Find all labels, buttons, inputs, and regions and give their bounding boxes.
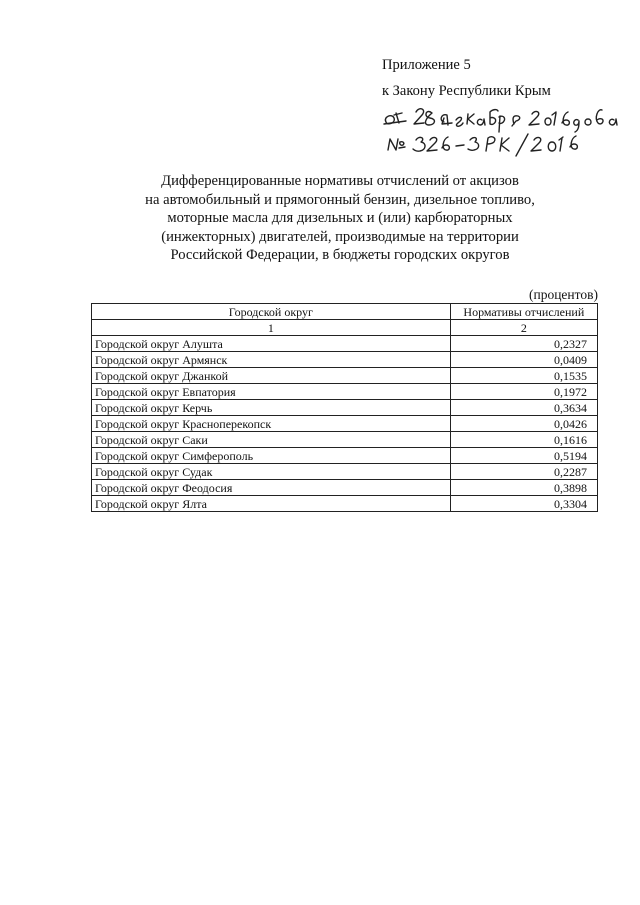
- appendix-law-reference: к Закону Республики Крым: [382, 83, 551, 99]
- district-name: Городской округ Саки: [92, 432, 451, 448]
- table-row: [92, 416, 598, 432]
- handwritten-date-number: [382, 100, 622, 158]
- table-header-row: [92, 304, 598, 320]
- norms-table: [91, 303, 598, 512]
- title-line: Дифференцированные нормативы отчислений от акцизов: [161, 173, 519, 189]
- header-deduction-norms: Нормативы отчислений: [450, 304, 597, 320]
- district-name: Городской округ Алушта: [92, 336, 451, 352]
- table-row: [92, 464, 598, 480]
- column-number-2: 2: [450, 320, 597, 336]
- district-name: Городской округ Евпатория: [92, 384, 451, 400]
- table-row: [92, 336, 598, 352]
- norm-value: 0,1535: [450, 368, 597, 384]
- column-number-1: 1: [92, 320, 451, 336]
- appendix-number: Приложение 5: [382, 57, 471, 73]
- district-name: Городской округ Армянск: [92, 352, 451, 368]
- table-row: [92, 496, 598, 512]
- title-line: моторные масла для дизельных и (или) карбюраторных: [167, 210, 513, 226]
- norm-value: 0,3304: [450, 496, 597, 512]
- title-line: Российской Федерации, в бюджеты городских округов: [170, 247, 510, 263]
- document-title: [100, 172, 580, 265]
- district-name: Городской округ Красноперекопск: [92, 416, 451, 432]
- table-row: [92, 384, 598, 400]
- title-line: (инжекторных) двигателей, производимые на территории: [161, 228, 519, 245]
- table-row: [92, 352, 598, 368]
- district-name: Городской округ Джанкой: [92, 368, 451, 384]
- table-row: [92, 448, 598, 464]
- table-row: [92, 368, 598, 384]
- norm-value: 0,1972: [450, 384, 597, 400]
- district-name: Городской округ Керчь: [92, 400, 451, 416]
- norm-value: 0,3898: [450, 480, 597, 496]
- table-column-numbers-row: [92, 320, 598, 336]
- table-row: [92, 400, 598, 416]
- table-row: [92, 480, 598, 496]
- units-label: (процентов): [528, 287, 598, 302]
- norm-value: 0,2327: [450, 336, 597, 352]
- norm-value: 0,2287: [450, 464, 597, 480]
- appendix-header: [382, 56, 622, 158]
- district-name: Городской округ Судак: [92, 464, 451, 480]
- title-line: на автомобильный и прямогонный бензин, дизельное топливо,: [145, 191, 535, 208]
- district-name: Городской округ Феодосия: [92, 480, 451, 496]
- norm-value: 0,0409: [450, 352, 597, 368]
- table-row: [92, 432, 598, 448]
- norm-value: 0,0426: [450, 416, 597, 432]
- norm-value: 0,5194: [450, 448, 597, 464]
- district-name: Городской округ Ялта: [92, 496, 451, 512]
- norm-value: 0,1616: [450, 432, 597, 448]
- header-city-district: Городской округ: [92, 304, 451, 320]
- handwriting-signature: [382, 100, 622, 158]
- district-name: Городской округ Симферополь: [92, 448, 451, 464]
- norm-value: 0,3634: [450, 400, 597, 416]
